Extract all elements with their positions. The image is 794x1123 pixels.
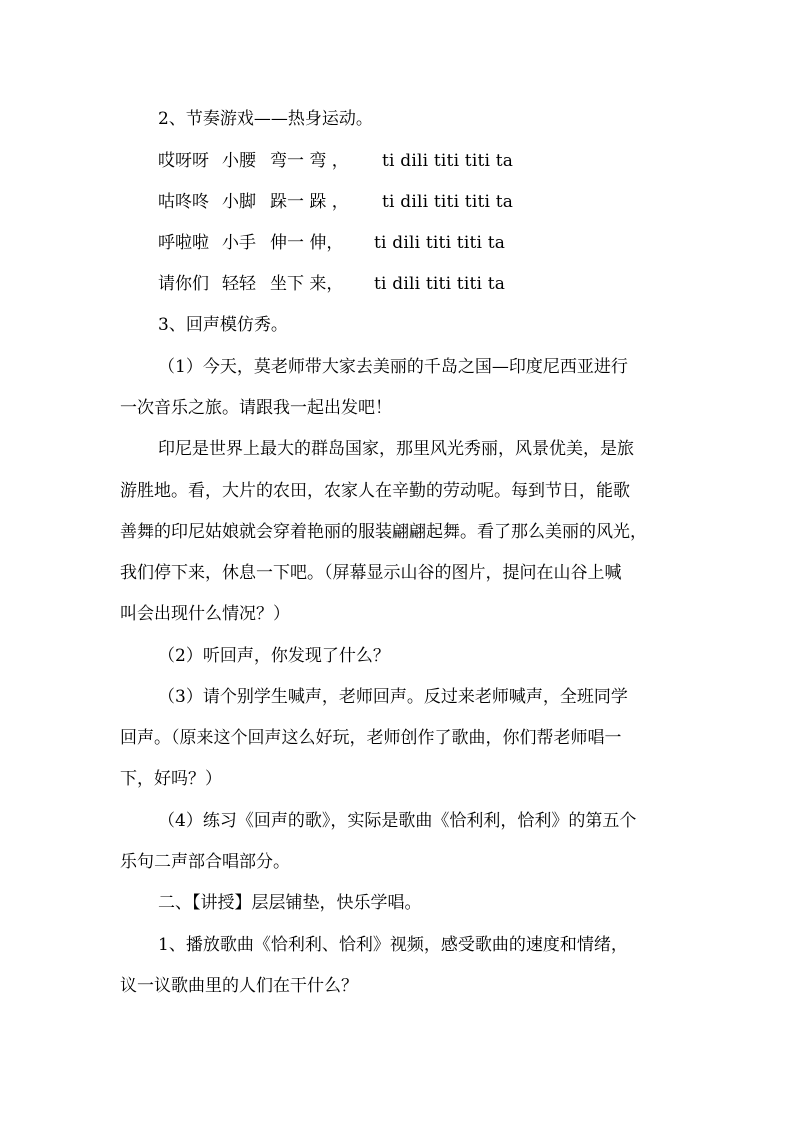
paragraph-6-line-2: 议一议歌曲里的人们在干什么？ — [120, 976, 358, 996]
lyric-word: 坐下 来， — [270, 274, 344, 294]
lyric-word: 跺一 跺 ， — [270, 192, 349, 212]
lyric-word: 轻轻 — [222, 274, 256, 294]
paragraph-2-line-1: 印尼是世界上最大的群岛国家，那里风光秀丽，风景优美，是旅 — [158, 439, 634, 459]
lyric-line-2 — [158, 191, 513, 213]
lyric-word: 小脚 — [222, 192, 256, 212]
lyric-word: 哎呀呀 — [158, 151, 209, 171]
lyric-line-4 — [158, 273, 505, 295]
paragraph-2-line-3: 善舞的印尼姑娘就会穿着艳丽的服装翩翩起舞。看了那么美丽的风光， — [120, 522, 647, 542]
lyric-line-1 — [158, 150, 513, 172]
paragraph-2-line-5: 叫会出现什么情况？） — [120, 604, 290, 624]
paragraph-4-line-2: 回声。（原来这个回声这么好玩，老师创作了歌曲，你们帮老师唱一 — [120, 728, 622, 748]
paragraph-1-line-2: 一次音乐之旅。请跟我一起出发吧！ — [120, 398, 392, 418]
lyric-word: 呼啦啦 — [158, 233, 209, 253]
lyric-word: 小腰 — [222, 151, 256, 171]
rhythm-syllables: ti dili titi titi ta — [382, 151, 514, 171]
heading-echo-imitation: 3、回声模仿秀。 — [158, 315, 288, 335]
rhythm-syllables: ti dili titi titi ta — [374, 274, 506, 294]
paragraph-2-line-2: 游胜地。看，大片的农田，农家人在辛勤的劳动呢。每到节日，能歌 — [120, 481, 630, 501]
rhythm-syllables: ti dili titi titi ta — [382, 192, 514, 212]
heading-rhythm-game: 2、节奏游戏——热身运动。 — [158, 109, 373, 129]
paragraph-5-line-1: （4）练习《回声的歌》，实际是歌曲《恰利利，恰利》的第五个 — [158, 811, 637, 831]
paragraph-4-line-1: （3）请个别学生喊声，老师回声。反过来老师喊声，全班同学 — [158, 687, 628, 707]
paragraph-4-line-3: 下，好吗？） — [120, 769, 222, 789]
lyric-word: 咕咚咚 — [158, 192, 209, 212]
paragraph-2-line-4: 我们停下来，休息一下吧。（屏幕显示山谷的图片，提问在山谷上喊 — [120, 563, 622, 583]
lyric-word: 弯一 弯 ， — [270, 151, 349, 171]
section-heading-teaching: 二、【讲授】层层铺垫，快乐学唱。 — [158, 893, 422, 913]
paragraph-3: （2）听回声，你发现了什么？ — [158, 646, 390, 666]
paragraph-6-line-1: 1、播放歌曲《恰利利、恰利》视频，感受歌曲的速度和情绪， — [158, 935, 628, 955]
rhythm-syllables: ti dili titi titi ta — [374, 233, 506, 253]
lyric-word: 伸一 伸， — [270, 233, 344, 253]
lyric-line-3 — [158, 232, 505, 254]
paragraph-1-line-1: （1）今天，莫老师带大家去美丽的千岛之国—印度尼西亚进行 — [158, 357, 628, 377]
lyric-word: 小手 — [222, 233, 256, 253]
paragraph-5-line-2: 乐句二声部合唱部分。 — [120, 852, 290, 872]
lyric-word: 请你们 — [158, 274, 209, 294]
